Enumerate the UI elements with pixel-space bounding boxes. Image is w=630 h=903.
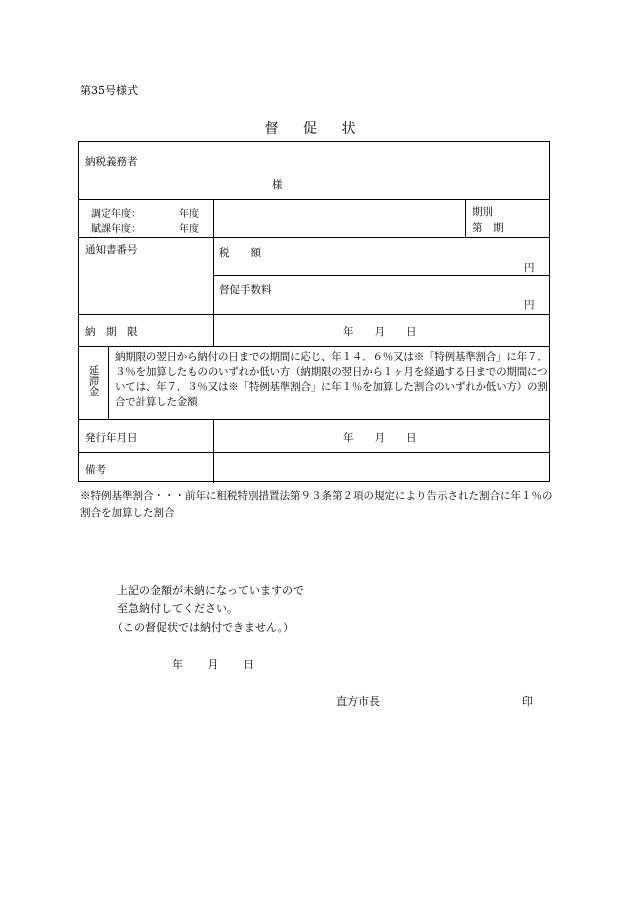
deadline-value: 年 月 日 [343,326,417,338]
tax-amount-label: 税 額 [219,247,261,259]
message-line-3: （この督促状では納付できません。） [112,621,295,634]
yen-unit-fee: 円 [524,299,535,311]
honorific-sama: 様 [272,179,283,191]
late-fee-label: 延滞金 [87,365,100,397]
issue-date-value: 年 月 日 [343,432,417,444]
period-label: 期別 [472,206,493,218]
date-line: 年 月 日 [172,658,254,671]
footnote: ※特例基準割合・・・前年に租税特別措置法第９３条第２項の規定により告示された割合に年１％の割合を加算した割合 [80,490,553,519]
late-fee-description: 納期限の翌日から納付の日までの期間に応じ、年１４．６％又は※「特例基準割合」に年７．３％を加算したもののいずれか低い方（納期限の翌日から１ヶ月を経過する日までの期間については、年７．３％又は※「特例基準割合」に年１％を加算した割合のいずれか低い方）の割合で計算した金額 [115,351,548,408]
form-number: 第35号様式 [80,84,138,97]
assessment-year-unit: 年度 [179,209,199,220]
yen-unit-tax: 円 [524,262,535,274]
levy-year-label: 賦課年度： [91,224,141,235]
assessment-year-label: 調定年度： [91,209,141,220]
message-line-2: 至急納付してください。 [117,602,238,615]
notice-number-label: 通知書番号 [85,244,138,256]
period-value: 第 期 [472,222,504,234]
notice-table [78,141,550,482]
fee-label: 督促手数料 [219,284,272,296]
signer-name: 直方市長 [336,695,380,708]
document-title: 督 促 状 [264,121,366,137]
message-line-1: 上記の金額が未納になっていますので [117,584,304,597]
remarks-label: 備考 [85,464,106,476]
taxpayer-label: 納税義務者 [85,156,138,168]
seal-mark: 印 [522,695,533,708]
issue-date-label: 発行年月日 [85,432,138,444]
deadline-label: 納 期 限 [85,326,138,338]
levy-year-unit: 年度 [179,224,199,235]
